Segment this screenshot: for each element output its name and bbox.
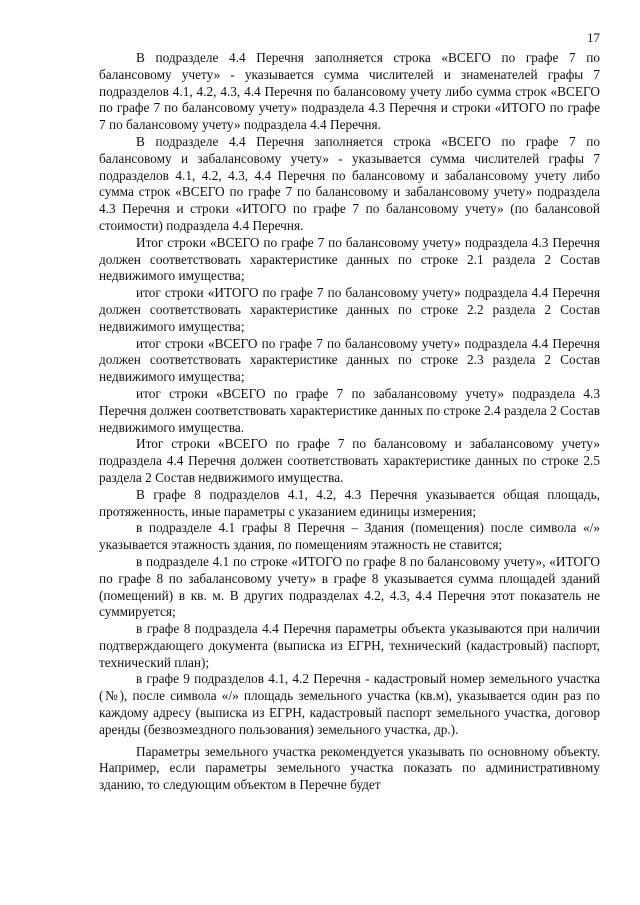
paragraph: В подразделе 4.4 Перечня заполняется строка «ВСЕГО по графе 7 по балансовому и забалансовому учету» - указывается сумма числителей графы 7 подразделов 4.1, 4.2, 4.3, 4.4 Перечня по балансовому и забалансовому учету либо сумма строк «ВСЕГО по графе 7 по балансовому и забалансовому учету» подраздела 4.3 Перечня и строки «ИТОГО по графе 7 по балансовому учету» (по балансовой стоимости) подраздела 4.4 Перечня. xyxy=(99,133,600,233)
paragraph: Итог строки «ВСЕГО по графе 7 по балансовому и забалансовому учету» подраздела 4.4 Перечня должен соответствовать характеристике данных по строке 2.5 раздела 2 Состав недвижимого имущества. xyxy=(99,436,600,485)
paragraph: итог строки «ВСЕГО по графе 7 по балансовому учету» подраздела 4.4 Перечня должен соответствовать характеристике данных по строке 2.3 раздела 2 Состав недвижимого имущества; xyxy=(99,335,600,385)
paragraph: в подразделе 4.1 графы 8 Перечня – Здания (помещения) после символа «/» указывается этажность здания, по помещениям этажность не ставится; xyxy=(99,520,600,553)
page-number: 17 xyxy=(587,30,600,45)
paragraph: итог строки «ВСЕГО по графе 7 по забалансовому учету» подраздела 4.3 Перечня должен соответствовать характеристике данных по строке 2.4 раздела 2 Состав недвижимого имущества. xyxy=(99,385,600,435)
paragraph: итог строки «ИТОГО по графе 7 по балансовому учету» подраздела 4.4 Перечня должен соответствовать характеристике данных по строке 2.2 раздела 2 Состав недвижимого имущества; xyxy=(99,285,600,334)
paragraph: в графе 8 подраздела 4.4 Перечня параметры объекта указываются при наличии подтверждающего документа (выписка из ЕГРН, технический (кадастровый) паспорт, технический план); xyxy=(99,621,600,670)
paragraph: в подразделе 4.1 по строке «ИТОГО по графе 8 по балансовому учету», «ИТОГО по графе 8 по забалансовому учету» в графе 8 указывается сумма площадей зданий (помещений) в кв. м. В других подразделах 4.2, 4.3, 4.4 Перечня этот показатель не суммируется; xyxy=(99,553,600,620)
paragraph: Итог строки «ВСЕГО по графе 7 по балансовому учету» подраздела 4.3 Перечня должен соответствовать характеристике данных по строке 2.1 раздела 2 Состав недвижимого имущества; xyxy=(99,234,600,284)
paragraph: В подразделе 4.4 Перечня заполняется строка «ВСЕГО по графе 7 по балансовому учету» - указывается сумма числителей и знаменателей графы 7 подразделов 4.1, 4.2, 4.3, 4.4 Перечня по балансовому учету либо сумма строк «ВСЕГО по графе 7 по балансовому учету» подраздела 4.3 Перечня и строки «ИТОГО по графе 7 по балансовому учету» подраздела 4.4 Перечня. xyxy=(99,50,600,133)
paragraph: В графе 8 подразделов 4.1, 4.2, 4.3 Перечня указывается общая площадь, протяженность, иные параметры с указанием единицы измерения; xyxy=(99,486,600,519)
document-body xyxy=(99,50,600,794)
paragraph: в графе 9 подразделов 4.1, 4.2 Перечня - кадастровый номер земельного участка (№), после символа «/» площадь земельного участка (кв.м), указывается один раз по каждому адресу (выписка из ЕГРН, кадастровый паспорт земельного участка, договор аренды (безвозмездного пользования) земельного участка, др.). xyxy=(99,671,600,737)
paragraph: Параметры земельного участка рекомендуется указывать по основному объекту. Например, если параметры земельного участка показать по административному зданию, то следующим объектом в Перечне будет xyxy=(99,743,600,793)
